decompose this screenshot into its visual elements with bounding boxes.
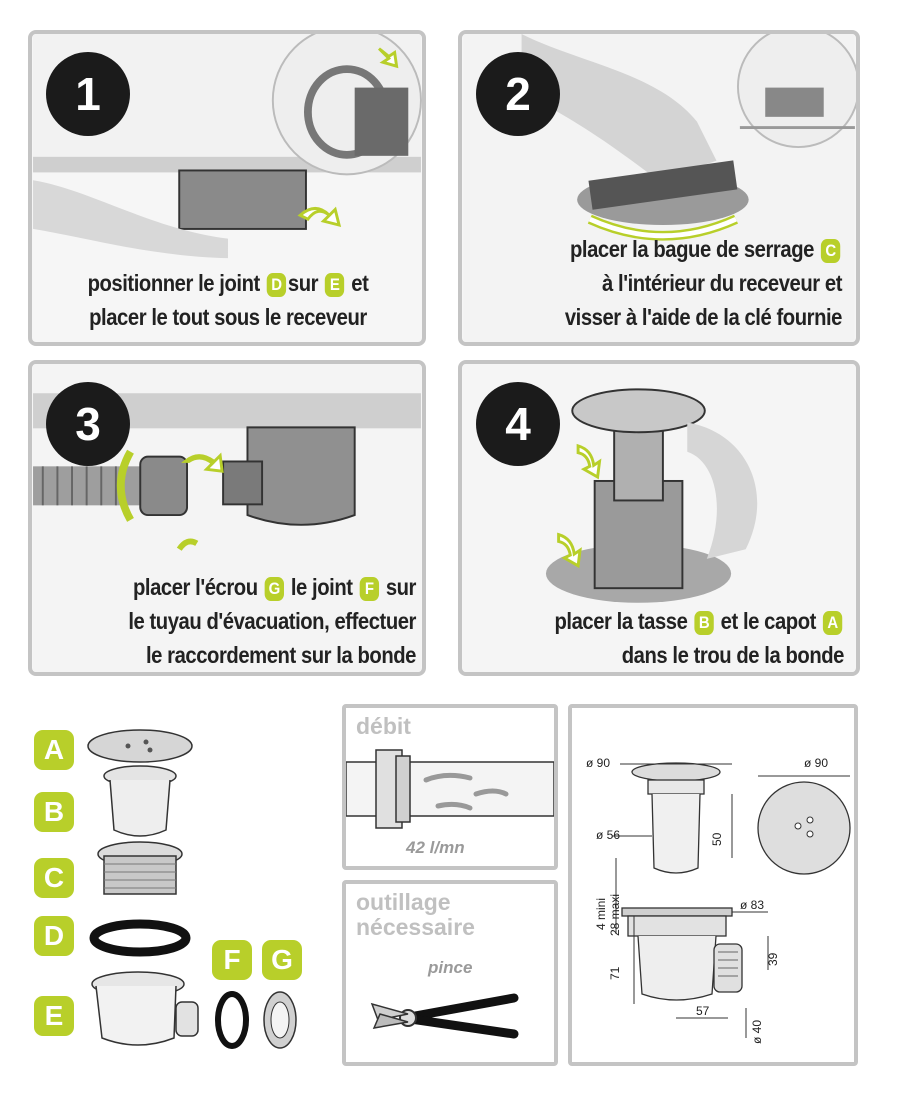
part-badge-b: B xyxy=(694,611,713,635)
step-1-panel xyxy=(28,30,426,346)
dim-diameter-83: ø 83 xyxy=(740,898,765,912)
dim-diameter-90-side: ø 90 xyxy=(804,756,829,770)
tools-title-line2: nécessaire xyxy=(356,914,475,940)
dim-diameter-56: ø 56 xyxy=(596,828,621,842)
step-number: 4 xyxy=(476,382,560,466)
dim-mini-4: 4 mini xyxy=(594,897,608,930)
caption-text: placer la bague de serrage xyxy=(569,236,820,262)
caption-text: dans le trou de la bonde xyxy=(621,642,844,668)
step-number: 2 xyxy=(476,52,560,136)
part-badge-a: A xyxy=(823,611,842,635)
debit-title: débit xyxy=(356,713,411,739)
part-label-e: E xyxy=(34,996,74,1036)
tools-title-line1: outillage xyxy=(356,889,451,915)
part-badge-e: E xyxy=(325,273,344,297)
part-badge-c: C xyxy=(821,239,840,263)
part-c-ring xyxy=(98,842,182,894)
part-a-cap xyxy=(88,730,192,762)
part-d-seal xyxy=(94,924,186,952)
dim-maxi-28: 28 maxi xyxy=(608,893,622,936)
dim-diameter-40: ø 40 xyxy=(750,1019,764,1044)
caption-text: le raccordement sur la bonde xyxy=(145,642,416,668)
caption-text: placer l'écrou xyxy=(132,574,263,600)
part-f-gasket xyxy=(218,994,246,1046)
caption-text: le tuyau d'évacuation, effectuer xyxy=(128,608,416,634)
step-3-panel xyxy=(28,360,426,676)
tools-title xyxy=(356,890,475,940)
debit-box xyxy=(342,704,558,870)
part-label-b: B xyxy=(34,792,74,832)
caption-text: visser à l'aide de la clé fournie xyxy=(564,304,842,330)
pipe-flow-illustration xyxy=(346,744,554,834)
part-label-d: D xyxy=(34,916,74,956)
caption-text: positionner le joint xyxy=(87,270,266,296)
part-g-nut xyxy=(264,992,296,1048)
step-number: 1 xyxy=(46,52,130,136)
part-label-c: C xyxy=(34,858,74,898)
step-number: 3 xyxy=(46,382,130,466)
debit-value: 42 l/mn xyxy=(406,838,465,857)
step-3-caption xyxy=(83,570,416,672)
dim-height-50: 50 xyxy=(710,832,724,846)
parts-exploded-view xyxy=(80,720,320,1060)
step-1-caption xyxy=(61,266,395,334)
pliers-icon xyxy=(364,984,544,1044)
step-4-panel xyxy=(458,360,860,676)
part-label-f: F xyxy=(212,940,252,980)
caption-text: sur xyxy=(380,574,416,600)
part-e-body xyxy=(92,972,198,1045)
part-b-cup xyxy=(104,766,176,836)
caption-text: et le capot xyxy=(715,608,822,634)
step-2-caption xyxy=(518,232,842,334)
dim-diameter-90-top: ø 90 xyxy=(586,756,611,770)
dim-height-39: 39 xyxy=(766,952,780,966)
tool-name: pince xyxy=(428,958,473,977)
tools-box xyxy=(342,880,558,1066)
part-label-g: G xyxy=(262,940,302,980)
part-badge-g: G xyxy=(265,577,284,601)
dimensions-box xyxy=(568,704,858,1066)
step-2-panel xyxy=(458,30,860,346)
dim-width-57: 57 xyxy=(696,1004,710,1018)
caption-text: placer la tasse xyxy=(554,608,693,634)
part-badge-d: D xyxy=(267,273,286,297)
part-badge-f: F xyxy=(360,577,379,601)
dim-height-71: 71 xyxy=(608,966,622,980)
caption-text: et xyxy=(346,270,369,296)
caption-text: placer le tout sous le receveur xyxy=(89,304,367,330)
caption-text: le joint xyxy=(285,574,358,600)
part-label-a: A xyxy=(34,730,74,770)
caption-text: sur xyxy=(287,270,324,296)
step-4-caption xyxy=(513,604,844,672)
caption-text: à l'intérieur du receveur et xyxy=(602,270,842,296)
